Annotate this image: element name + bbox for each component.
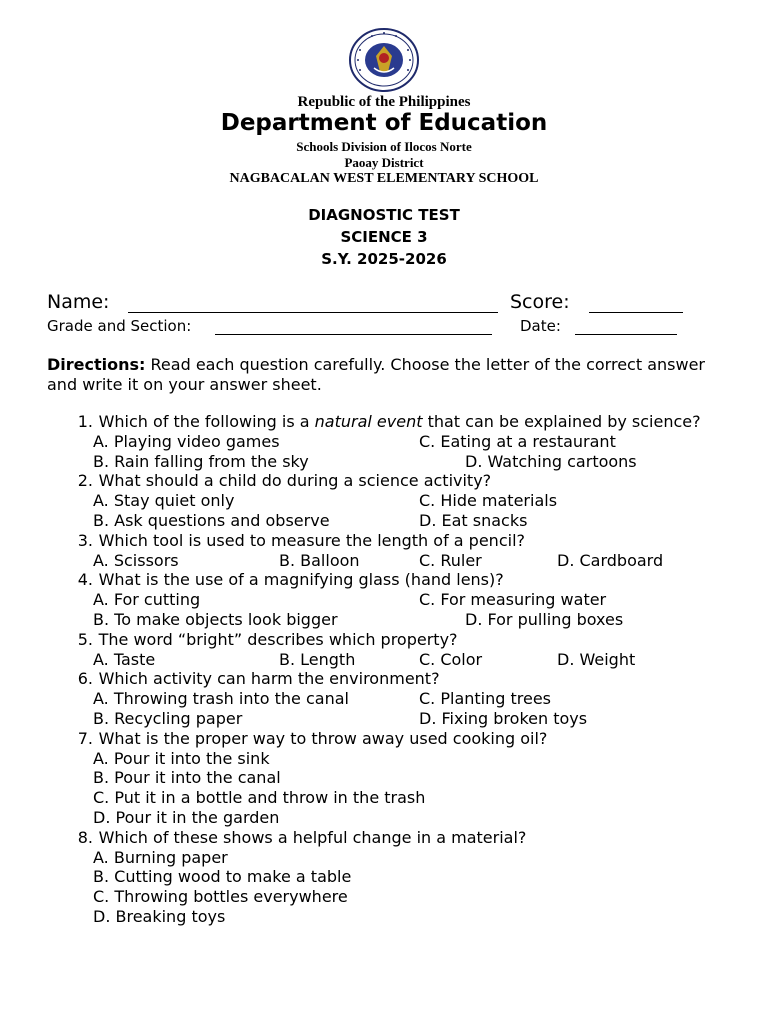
choice-d[interactable]: D. Watching cartoons [465, 451, 637, 471]
directions-text: Read each question carefully. Choose the letter of the correct answer and write it on your answer sheet. [47, 355, 705, 394]
question-7 [47, 729, 737, 828]
choice-a[interactable]: A. Stay quiet only [93, 491, 235, 511]
question-number: 3. [77, 530, 93, 550]
date-blank[interactable] [575, 334, 677, 335]
choice-d[interactable]: D. For pulling boxes [465, 609, 624, 629]
question-number: 2. [77, 471, 93, 491]
choice-c[interactable]: C. Hide materials [419, 491, 558, 511]
score-label: Score: [510, 291, 570, 313]
division-heading: Schools Division of Ilocos Norte [296, 139, 472, 154]
question-text: The word “bright” describes which property? [98, 629, 458, 649]
directions [47, 355, 727, 394]
choice-a[interactable]: A. Playing video games [93, 431, 280, 451]
choice-c[interactable]: C. Put it in a bottle and throw in the trash [93, 788, 426, 808]
deped-seal-icon [348, 28, 420, 92]
question-6 [47, 669, 737, 728]
question-3 [47, 531, 737, 571]
choice-a[interactable]: A. Scissors [93, 550, 179, 570]
choice-b[interactable]: B. Recycling paper [93, 708, 243, 728]
name-blank[interactable] [128, 312, 498, 313]
question-1 [47, 412, 737, 471]
grade-section-blank[interactable] [215, 334, 492, 335]
name-label: Name: [47, 291, 110, 313]
choice-c[interactable]: C. Eating at a restaurant [419, 431, 616, 451]
choice-b[interactable]: B. Ask questions and observe [93, 510, 330, 530]
question-text: What should a child do during a science activity? [98, 471, 492, 491]
choice-b[interactable]: B. Rain falling from the sky [93, 451, 309, 471]
choice-d[interactable]: D. Pour it in the garden [93, 807, 280, 827]
choice-b[interactable]: B. Pour it into the canal [93, 768, 281, 788]
choice-a[interactable]: A. Pour it into the sink [93, 748, 270, 768]
choice-c[interactable]: C. Throwing bottles everywhere [93, 887, 348, 907]
choice-a[interactable]: A. Burning paper [93, 847, 228, 867]
question-text: What is the proper way to throw away used cooking oil? [98, 728, 548, 748]
choice-d[interactable]: D. Breaking toys [93, 906, 226, 926]
question-2 [47, 471, 737, 530]
question-number: 5. [77, 629, 93, 649]
choice-b[interactable]: B. Length [279, 649, 356, 669]
test-title: DIAGNOSTIC TEST [308, 206, 460, 224]
date-label: Date: [520, 317, 561, 335]
grade-section-label: Grade and Section: [47, 317, 192, 335]
choice-b[interactable]: B. Cutting wood to make a table [93, 867, 352, 887]
question-number: 8. [77, 827, 93, 847]
district-heading: Paoay District [344, 155, 424, 170]
choice-c[interactable]: C. Color [419, 649, 483, 669]
choice-b[interactable]: B. To make objects look bigger [93, 609, 338, 629]
question-text: Which of these shows a helpful change in a material? [98, 827, 527, 847]
question-4 [47, 570, 737, 629]
choice-d[interactable]: D. Weight [557, 649, 636, 669]
choice-d[interactable]: D. Cardboard [557, 550, 664, 570]
question-list [47, 412, 737, 927]
question-number: 7. [77, 728, 93, 748]
choice-c[interactable]: C. Planting trees [419, 689, 552, 709]
question-8 [47, 828, 737, 927]
school-year: S.Y. 2025-2026 [321, 250, 447, 268]
choice-d[interactable]: D. Fixing broken toys [419, 708, 588, 728]
choice-d[interactable]: D. Eat snacks [419, 510, 528, 530]
question-number: 1. [77, 412, 93, 431]
question-text: Which of the following is a natural event that can be explained by science? [98, 412, 701, 431]
republic-heading: Republic of the Philippines [297, 94, 471, 110]
directions-label: Directions: [47, 355, 146, 374]
choice-c[interactable]: C. Ruler [419, 550, 482, 570]
choice-b[interactable]: B. Balloon [279, 550, 360, 570]
question-text: Which tool is used to measure the length of a pencil? [98, 530, 525, 550]
question-text: Which activity can harm the environment? [98, 669, 440, 689]
question-text: What is the use of a magnifying glass (hand lens)? [98, 570, 504, 590]
question-5 [47, 630, 737, 670]
school-heading: NAGBACALAN WEST ELEMENTARY SCHOOL [229, 171, 539, 186]
subject-title: SCIENCE 3 [340, 228, 428, 246]
choice-c[interactable]: C. For measuring water [419, 590, 607, 610]
choice-a[interactable]: A. Throwing trash into the canal [93, 689, 349, 709]
choice-a[interactable]: A. Taste [93, 649, 156, 669]
question-number: 4. [77, 570, 93, 590]
department-heading: Department of Education [220, 110, 548, 136]
choice-a[interactable]: A. For cutting [93, 590, 201, 610]
question-number: 6. [77, 669, 93, 689]
score-blank[interactable] [589, 312, 683, 313]
